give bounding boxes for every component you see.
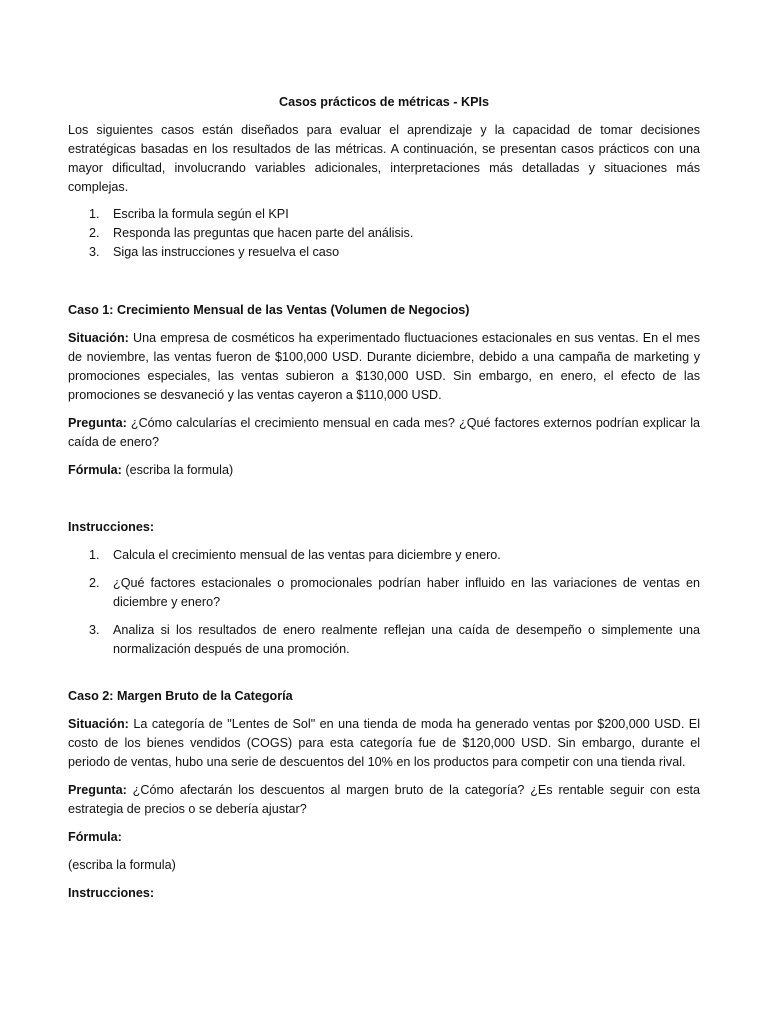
case2-question <box>68 781 700 819</box>
intro-paragraph: Los siguientes casos están diseñados para evaluar el aprendizaje y la capacidad de tomar decisiones estratégicas basadas en los resultados de las métricas. A continuación, se presentan casos prácticos con una mayor dificultad, involucrando variables adicionales, interpretaciones más detalladas y situaciones más complejas. <box>68 123 700 194</box>
question-text: ¿Cómo calcularías el crecimiento mensual en cada mes? ¿Qué factores externos podrían explicar la caída de enero? <box>68 416 700 449</box>
list-text: Escriba la formula según el KPI <box>113 207 289 221</box>
situation-text: Una empresa de cosméticos ha experimentado fluctuaciones estacionales en sus ventas. En el mes de noviembre, las ventas fueron de $100,000 USD. Durante diciembre, debido a una campaña de marketing y promociones especiales, las ventas subieron a $130,000 USD. Sin embargo, en enero, el efecto de las promociones se desvaneció y las ventas cayeron a $110,000 USD. <box>68 331 700 402</box>
formula-label: Fórmula: <box>68 830 122 844</box>
case2-situation <box>68 715 700 772</box>
case1-instructions-list <box>68 546 700 659</box>
case2-formula-label <box>68 828 700 847</box>
list-text: Calcula el crecimiento mensual de las ventas para diciembre y enero. <box>113 548 501 562</box>
list-item <box>68 574 700 612</box>
case2-heading: Caso 2: Margen Bruto de la Categoría <box>68 689 293 703</box>
list-number: 2. <box>89 576 100 590</box>
case1-situation <box>68 329 700 405</box>
question-label: Pregunta: <box>68 783 127 797</box>
list-text: ¿Qué factores estacionales o promocionales podrían haber influido en las variaciones de ventas en diciembre y enero? <box>113 576 700 609</box>
formula-text: (escriba la formula) <box>121 463 234 477</box>
list-number: 3. <box>89 623 100 637</box>
case1-instructions-heading: Instrucciones: <box>68 520 155 534</box>
case1-heading: Caso 1: Crecimiento Mensual de las Ventas (Volumen de Negocios) <box>68 303 470 317</box>
formula-label: Fórmula: <box>68 463 122 477</box>
list-number: 2. <box>89 226 100 240</box>
list-text: Analiza si los resultados de enero realmente reflejan una caída de desempeño o simplemente una normalización después de una promoción. <box>113 623 700 656</box>
question-text: ¿Cómo afectarán los descuentos al margen bruto de la categoría? ¿Es rentable seguir con esta estrategia de precios o se debería ajustar? <box>68 783 700 816</box>
list-text: Responda las preguntas que hacen parte del análisis. <box>113 226 414 240</box>
case2-formula-text: (escriba la formula) <box>68 858 176 872</box>
situation-label: Situación: <box>68 717 129 731</box>
question-label: Pregunta: <box>68 416 127 430</box>
document-title: Casos prácticos de métricas - KPIs <box>279 95 489 109</box>
list-number: 1. <box>89 548 100 562</box>
situation-label: Situación: <box>68 331 129 345</box>
case1-formula <box>68 461 700 480</box>
list-number: 3. <box>89 245 100 259</box>
list-item <box>68 205 700 224</box>
list-item <box>68 224 700 243</box>
case2-instructions-heading: Instrucciones: <box>68 886 155 900</box>
list-text: Siga las instrucciones y resuelva el caso <box>113 245 340 259</box>
list-item <box>68 546 700 565</box>
list-item <box>68 621 700 659</box>
list-item <box>68 243 700 262</box>
list-number: 1. <box>89 207 100 221</box>
situation-text: La categoría de "Lentes de Sol" en una tienda de moda ha generado ventas por $200,000 USD. El costo de los bienes vendidos (COGS) para esta categoría fue de $120,000 USD. Sin embargo, durante el periodo de ventas, hubo una serie de descuentos del 10% en los productos para competir con una tienda rival. <box>68 717 700 769</box>
case1-question <box>68 414 700 452</box>
steps-list <box>68 205 700 262</box>
